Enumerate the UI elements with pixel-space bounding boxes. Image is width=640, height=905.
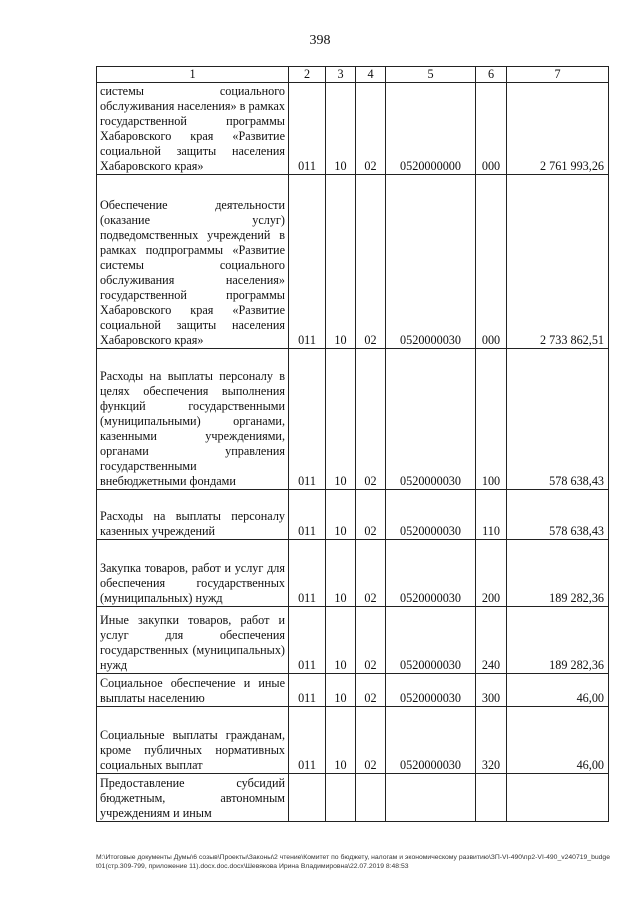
table-row bbox=[97, 774, 609, 822]
cell-section bbox=[326, 774, 356, 822]
table-row bbox=[97, 707, 609, 774]
cell-expense-type: 200 bbox=[476, 540, 507, 607]
cell-target-article: 0520000030 bbox=[386, 540, 476, 607]
cell-target-article: 0520000030 bbox=[386, 490, 476, 540]
cell-section: 10 bbox=[326, 175, 356, 349]
cell-ministry-code: 011 bbox=[289, 490, 326, 540]
column-header: 1 bbox=[97, 67, 289, 83]
row-description: Иные закупки товаров, работ и услуг для обеспечения государственных (муниципальных) нужд bbox=[97, 607, 289, 674]
cell-amount: 578 638,43 bbox=[507, 490, 609, 540]
cell-ministry-code: 011 bbox=[289, 707, 326, 774]
table-row bbox=[97, 490, 609, 540]
cell-section: 10 bbox=[326, 490, 356, 540]
cell-subsection: 02 bbox=[356, 607, 386, 674]
cell-ministry-code bbox=[289, 774, 326, 822]
cell-target-article: 0520000000 bbox=[386, 83, 476, 175]
column-header: 7 bbox=[507, 67, 609, 83]
cell-ministry-code: 011 bbox=[289, 540, 326, 607]
column-header: 4 bbox=[356, 67, 386, 83]
cell-amount bbox=[507, 774, 609, 822]
cell-subsection: 02 bbox=[356, 540, 386, 607]
cell-expense-type bbox=[476, 774, 507, 822]
cell-section: 10 bbox=[326, 607, 356, 674]
footer-file-path: M:\Итоговые документы Думы\6 созыв\Проекты\Законы\2 чтение\Комитет по бюджету, налогам и экономическому развитию\ЗП-VI-490\пр2-VI-490_v240719_budget01(стр.309-799, приложение 11).docx.doc.docx\Шевякова Ирина Владимировна\22.07.2019 8:48:53 bbox=[96, 854, 610, 870]
table-row bbox=[97, 607, 609, 674]
column-header: 5 bbox=[386, 67, 476, 83]
budget-table bbox=[96, 66, 609, 822]
cell-amount: 2 761 993,26 bbox=[507, 83, 609, 175]
page-number: 398 bbox=[309, 33, 331, 48]
table-row bbox=[97, 349, 609, 490]
column-header: 6 bbox=[476, 67, 507, 83]
cell-ministry-code: 011 bbox=[289, 175, 326, 349]
cell-subsection: 02 bbox=[356, 674, 386, 707]
cell-amount: 189 282,36 bbox=[507, 540, 609, 607]
cell-amount: 578 638,43 bbox=[507, 349, 609, 490]
table-row bbox=[97, 175, 609, 349]
row-description: Социальные выплаты гражданам, кроме публичных нормативных социальных выплат bbox=[97, 707, 289, 774]
cell-ministry-code: 011 bbox=[289, 674, 326, 707]
row-description: Обеспечение деятельности (оказание услуг) подведомственных учреждений в рамках подпрограммы «Развитие системы социального обслуживания населения» государственной программы Хабаровского края «Развитие социальной защиты населения Хабаровского края» bbox=[97, 175, 289, 349]
cell-section: 10 bbox=[326, 707, 356, 774]
cell-target-article bbox=[386, 774, 476, 822]
cell-expense-type: 000 bbox=[476, 175, 507, 349]
cell-section: 10 bbox=[326, 674, 356, 707]
column-header: 2 bbox=[289, 67, 326, 83]
cell-amount: 46,00 bbox=[507, 674, 609, 707]
cell-subsection: 02 bbox=[356, 83, 386, 175]
table-row bbox=[97, 540, 609, 607]
cell-amount: 189 282,36 bbox=[507, 607, 609, 674]
row-description: Расходы на выплаты персоналу казенных учреждений bbox=[97, 490, 289, 540]
cell-target-article: 0520000030 bbox=[386, 674, 476, 707]
table-header-row bbox=[97, 67, 609, 83]
table-row bbox=[97, 674, 609, 707]
cell-subsection: 02 bbox=[356, 175, 386, 349]
cell-expense-type: 110 bbox=[476, 490, 507, 540]
row-description: системы социального обслуживания населения» в рамках государственной программы Хабаровского края «Развитие социальной защиты населения Хабаровского края» bbox=[97, 83, 289, 175]
cell-amount: 46,00 bbox=[507, 707, 609, 774]
cell-expense-type: 100 bbox=[476, 349, 507, 490]
row-description: Закупка товаров, работ и услуг для обеспечения государственных (муниципальных) нужд bbox=[97, 540, 289, 607]
cell-expense-type: 320 bbox=[476, 707, 507, 774]
cell-target-article: 0520000030 bbox=[386, 349, 476, 490]
cell-expense-type: 300 bbox=[476, 674, 507, 707]
cell-target-article: 0520000030 bbox=[386, 707, 476, 774]
row-description: Расходы на выплаты персоналу в целях обеспечения выполнения функций государственными (муниципальными) органами, казенными учреждениями, органами управления государственными внебюджетными фондами bbox=[97, 349, 289, 490]
cell-expense-type: 000 bbox=[476, 83, 507, 175]
row-description: Предоставление субсидий бюджетным, автономным учреждениям и иным bbox=[97, 774, 289, 822]
cell-ministry-code: 011 bbox=[289, 83, 326, 175]
cell-target-article: 0520000030 bbox=[386, 175, 476, 349]
cell-section: 10 bbox=[326, 349, 356, 490]
cell-section: 10 bbox=[326, 83, 356, 175]
cell-subsection bbox=[356, 774, 386, 822]
cell-ministry-code: 011 bbox=[289, 349, 326, 490]
row-description: Социальное обеспечение и иные выплаты населению bbox=[97, 674, 289, 707]
cell-ministry-code: 011 bbox=[289, 607, 326, 674]
cell-subsection: 02 bbox=[356, 490, 386, 540]
cell-section: 10 bbox=[326, 540, 356, 607]
cell-amount: 2 733 862,51 bbox=[507, 175, 609, 349]
cell-subsection: 02 bbox=[356, 349, 386, 490]
cell-subsection: 02 bbox=[356, 707, 386, 774]
cell-target-article: 0520000030 bbox=[386, 607, 476, 674]
column-header: 3 bbox=[326, 67, 356, 83]
cell-expense-type: 240 bbox=[476, 607, 507, 674]
table-row bbox=[97, 83, 609, 175]
